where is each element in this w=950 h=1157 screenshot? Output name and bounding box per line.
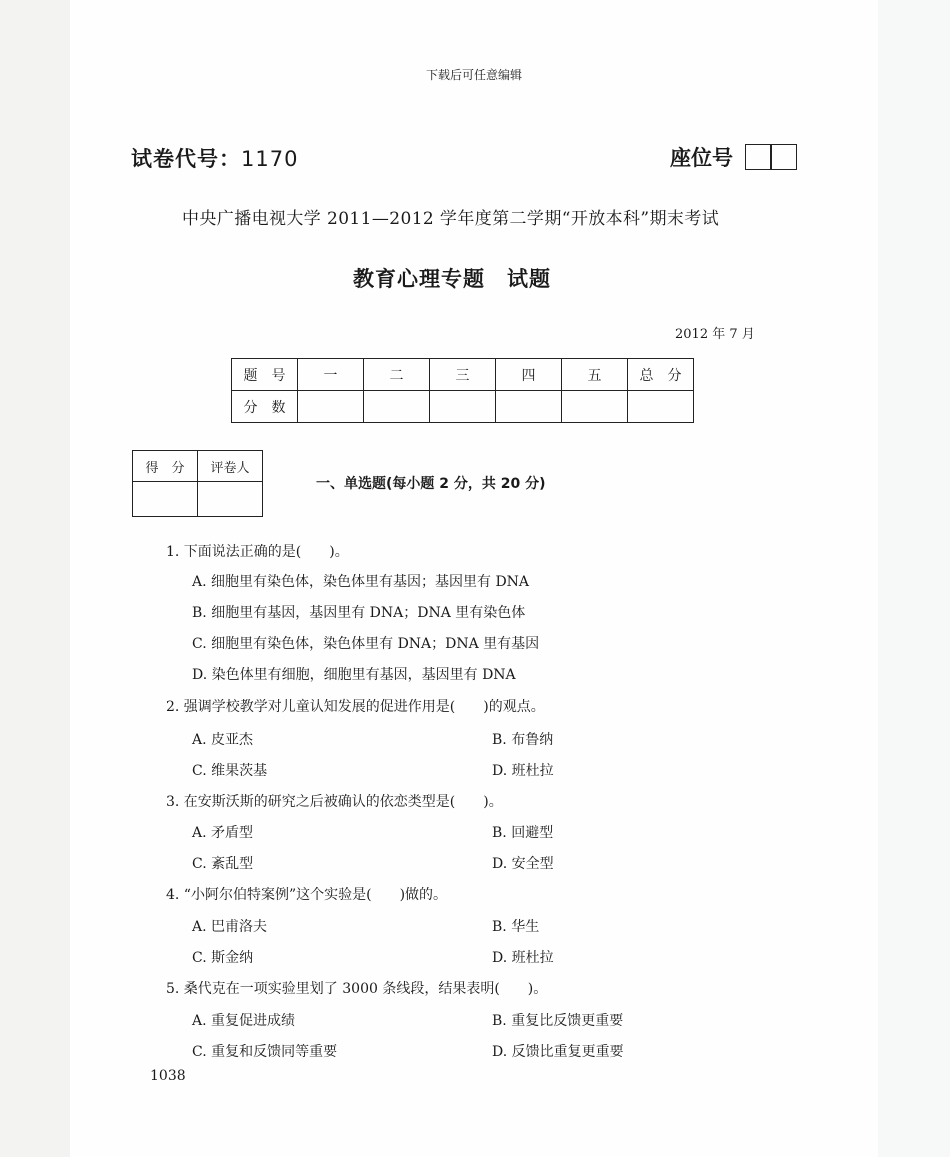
question-5-stem: 5. 桑代克在一项实验里划了 3000 条线段，结果表明( )。 bbox=[166, 981, 548, 997]
university-line: 中央广播电视大学 2011—2012 学年度第二学期“开放本科”期末考试 bbox=[182, 209, 720, 229]
exam-date: 2012 年 7 月 bbox=[675, 327, 755, 342]
question-5-option-a: A. 重复促进成绩 bbox=[192, 1013, 296, 1029]
question-3-option-a: A. 矛盾型 bbox=[192, 825, 254, 841]
question-5-option-b: B. 重复比反馈更重要 bbox=[492, 1013, 624, 1029]
download-note: 下载后可任意编辑 bbox=[426, 68, 523, 82]
exam-code bbox=[131, 143, 298, 173]
exam-code-number: 1170 bbox=[241, 147, 299, 171]
question-1-option-d: D. 染色体里有细胞，细胞里有基因，基因里有 DNA bbox=[192, 667, 516, 683]
question-4-option-b: B. 华生 bbox=[492, 919, 540, 935]
seat-label: 座位号 bbox=[670, 146, 733, 170]
score-header-cell: 四 bbox=[496, 359, 562, 391]
subject-title: 教育心理专题 试题 bbox=[353, 267, 551, 291]
question-1-option-b: B. 细胞里有基因，基因里有 DNA；DNA 里有染色体 bbox=[192, 605, 526, 621]
seat-number-box[interactable] bbox=[745, 144, 797, 170]
page-number: 1038 bbox=[150, 1068, 186, 1084]
score-header-cell: 二 bbox=[364, 359, 430, 391]
question-2-option-b: B. 布鲁纳 bbox=[492, 732, 554, 748]
question-1-option-c: C. 细胞里有染色体，染色体里有 DNA；DNA 里有基因 bbox=[192, 636, 540, 652]
question-3-option-b: B. 回避型 bbox=[492, 825, 554, 841]
score-cell[interactable] bbox=[430, 391, 496, 423]
grader-entry-row bbox=[133, 482, 263, 517]
question-4-option-c: C. 斯金纳 bbox=[192, 950, 254, 966]
score-table-header-row bbox=[232, 359, 694, 391]
score-cell[interactable] bbox=[496, 391, 562, 423]
score-header-cell: 五 bbox=[562, 359, 628, 391]
grader-name-cell[interactable] bbox=[198, 482, 263, 517]
score-table-score-row bbox=[232, 391, 694, 423]
score-cell[interactable] bbox=[562, 391, 628, 423]
right-margin-strip bbox=[878, 0, 950, 1157]
question-1-stem: 1. 下面说法正确的是( )。 bbox=[166, 544, 349, 560]
score-header-cell: 一 bbox=[298, 359, 364, 391]
question-3-option-d: D. 安全型 bbox=[492, 856, 554, 872]
question-4-option-a: A. 巴甫洛夫 bbox=[192, 919, 268, 935]
question-2-option-a: A. 皮亚杰 bbox=[192, 732, 254, 748]
score-cell[interactable] bbox=[298, 391, 364, 423]
score-header-cell: 三 bbox=[430, 359, 496, 391]
question-4-stem: 4. “小阿尔伯特案例”这个实验是( )做的。 bbox=[166, 887, 448, 903]
section-title: 一、单选题(每小题 2 分，共 20 分) bbox=[316, 476, 546, 492]
question-3-option-c: C. 紊乱型 bbox=[192, 856, 254, 872]
score-table bbox=[231, 358, 694, 423]
score-cell[interactable] bbox=[628, 391, 694, 423]
score-cell[interactable] bbox=[364, 391, 430, 423]
question-2-option-c: C. 维果茨基 bbox=[192, 763, 268, 779]
grader-header-row bbox=[133, 451, 263, 482]
question-1-option-a: A. 细胞里有染色体，染色体里有基因；基因里有 DNA bbox=[192, 574, 530, 590]
question-2-stem: 2. 强调学校教学对儿童认知发展的促进作用是( )的观点。 bbox=[166, 699, 545, 715]
question-4-option-d: D. 班杜拉 bbox=[492, 950, 554, 966]
grader-table bbox=[132, 450, 263, 517]
grader-score-label: 得 分 bbox=[133, 451, 198, 482]
exam-code-label: 试卷代号： bbox=[131, 147, 241, 171]
grader-score-cell[interactable] bbox=[133, 482, 198, 517]
score-header-cell: 总 分 bbox=[628, 359, 694, 391]
grader-name-label: 评卷人 bbox=[198, 451, 263, 482]
question-5-option-c: C. 重复和反馈同等重要 bbox=[192, 1044, 338, 1060]
score-row-label: 分 数 bbox=[232, 391, 298, 423]
question-3-stem: 3. 在安斯沃斯的研究之后被确认的依恋类型是( )。 bbox=[166, 794, 503, 810]
question-5-option-d: D. 反馈比重复更重要 bbox=[492, 1044, 624, 1060]
seat-box-divider bbox=[770, 145, 772, 169]
score-header-cell: 题 号 bbox=[232, 359, 298, 391]
question-2-option-d: D. 班杜拉 bbox=[492, 763, 554, 779]
